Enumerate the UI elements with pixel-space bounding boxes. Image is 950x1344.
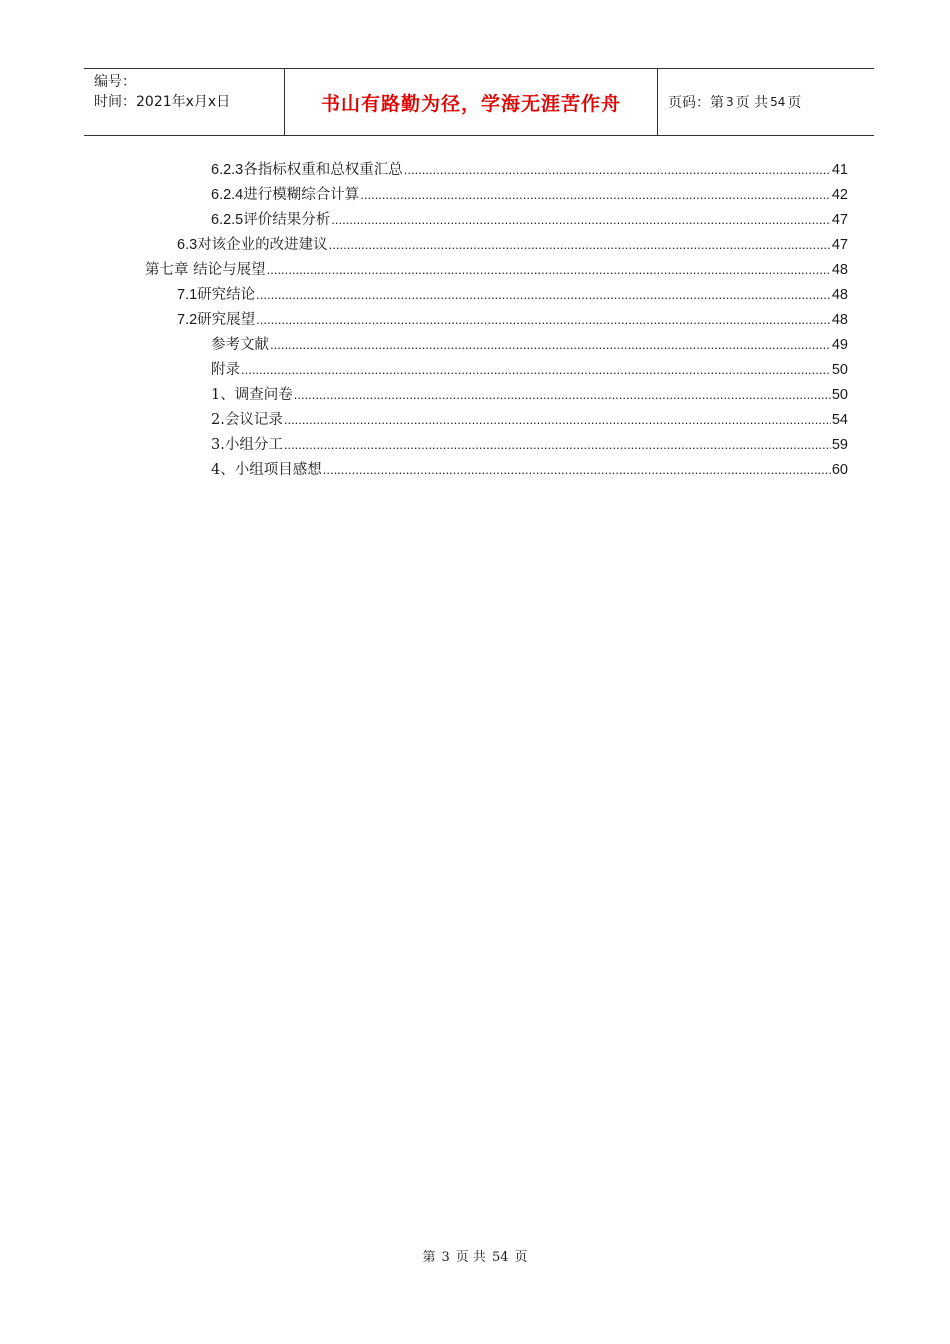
number-label: 编号：: [94, 74, 136, 90]
footer-page: 3: [441, 1250, 450, 1265]
toc-entry-page: 49: [831, 337, 848, 353]
date-label: 时间：2021年x月x日: [94, 94, 231, 110]
toc-entry[interactable]: [211, 435, 848, 455]
page-number: 3: [726, 95, 734, 109]
toc-entry-page: 50: [831, 362, 848, 378]
toc-entry[interactable]: [211, 410, 848, 430]
toc-entry[interactable]: [211, 185, 848, 205]
toc-entry[interactable]: [177, 285, 848, 305]
header-motto: 书山有路勤为径，学海无涯苦作舟: [285, 69, 658, 135]
toc-entry-title: 进行模糊综合计算: [243, 187, 360, 203]
toc-entry-title: 研究展望: [197, 312, 256, 328]
toc-leader-dots: [329, 235, 831, 255]
toc-entry-title: 第七章 结论与展望: [145, 262, 266, 278]
footer-suffix: 页: [514, 1250, 528, 1265]
page-header: [84, 68, 874, 136]
toc-entry[interactable]: [211, 385, 848, 405]
toc-entry[interactable]: [211, 210, 848, 230]
toc-entry-title: 研究结论: [197, 287, 256, 303]
footer-prefix: 第: [422, 1250, 436, 1265]
toc-entry-title: 附录: [211, 362, 240, 378]
toc-leader-dots: [360, 185, 831, 205]
toc-leader-dots: [256, 310, 831, 330]
page-total: 54: [770, 95, 786, 109]
toc-entry-page: 47: [831, 237, 848, 253]
toc-entry-page: 42: [831, 187, 848, 203]
toc-entry-number: 6.3: [177, 237, 198, 253]
header-page-info: [658, 69, 874, 135]
toc-entry-title: 3.小组分工: [211, 437, 283, 453]
toc-entry-page: 60: [831, 462, 848, 478]
toc-leader-dots: [241, 360, 831, 380]
toc-entry-title: 参考文献: [211, 337, 269, 353]
toc-entry-title: 2.会议记录: [211, 412, 283, 428]
toc-leader-dots: [267, 260, 831, 280]
toc-entry-page: 41: [831, 162, 848, 178]
toc-entry[interactable]: [211, 160, 848, 180]
toc-leader-dots: [294, 385, 831, 405]
toc-entry-number: 7.2: [177, 312, 198, 328]
toc-leader-dots: [284, 435, 831, 455]
toc-leader-dots: [284, 410, 831, 430]
toc-entry-title: 4、小组项目感想: [211, 462, 322, 478]
page-mid: 页 共: [735, 95, 769, 111]
toc-entry-page: 48: [831, 287, 848, 303]
toc-entry-number: 6.2.5: [211, 212, 244, 228]
toc-entry-number: 6.2.3: [211, 162, 244, 178]
toc-entry-title: 各指标权重和总权重汇总: [243, 162, 403, 178]
page-suffix: 页: [787, 95, 802, 111]
toc-leader-dots: [331, 210, 831, 230]
toc-entry[interactable]: [211, 460, 848, 480]
footer-total: 54: [491, 1250, 509, 1265]
footer-mid: 页 共: [455, 1250, 486, 1265]
toc-entry[interactable]: [211, 335, 848, 355]
page-footer: [0, 1246, 950, 1265]
toc-entry-number: 6.2.4: [211, 187, 244, 203]
toc-entry[interactable]: [177, 310, 848, 330]
toc-entry-title: 评价结果分析: [243, 212, 331, 228]
toc-leader-dots: [404, 160, 831, 180]
toc-entry-page: 48: [831, 262, 848, 278]
toc-entry-title: 1、调查问卷: [211, 387, 293, 403]
header-info: [84, 69, 285, 135]
toc-entry-page: 59: [831, 437, 848, 453]
toc-entry-page: 50: [831, 387, 848, 403]
toc-entry-page: 48: [831, 312, 848, 328]
toc-entry-page: 54: [831, 412, 848, 428]
toc-leader-dots: [323, 460, 831, 480]
toc-leader-dots: [256, 285, 831, 305]
toc-entry[interactable]: [177, 235, 848, 255]
toc-entry[interactable]: [211, 360, 848, 380]
toc-entry-page: 47: [831, 212, 848, 228]
toc-entry-title: 对该企业的改进建议: [197, 237, 328, 253]
toc-leader-dots: [270, 335, 831, 355]
toc-entry[interactable]: [145, 260, 848, 280]
page-prefix: 页码：第: [668, 95, 724, 111]
toc-entry-number: 7.1: [177, 287, 198, 303]
